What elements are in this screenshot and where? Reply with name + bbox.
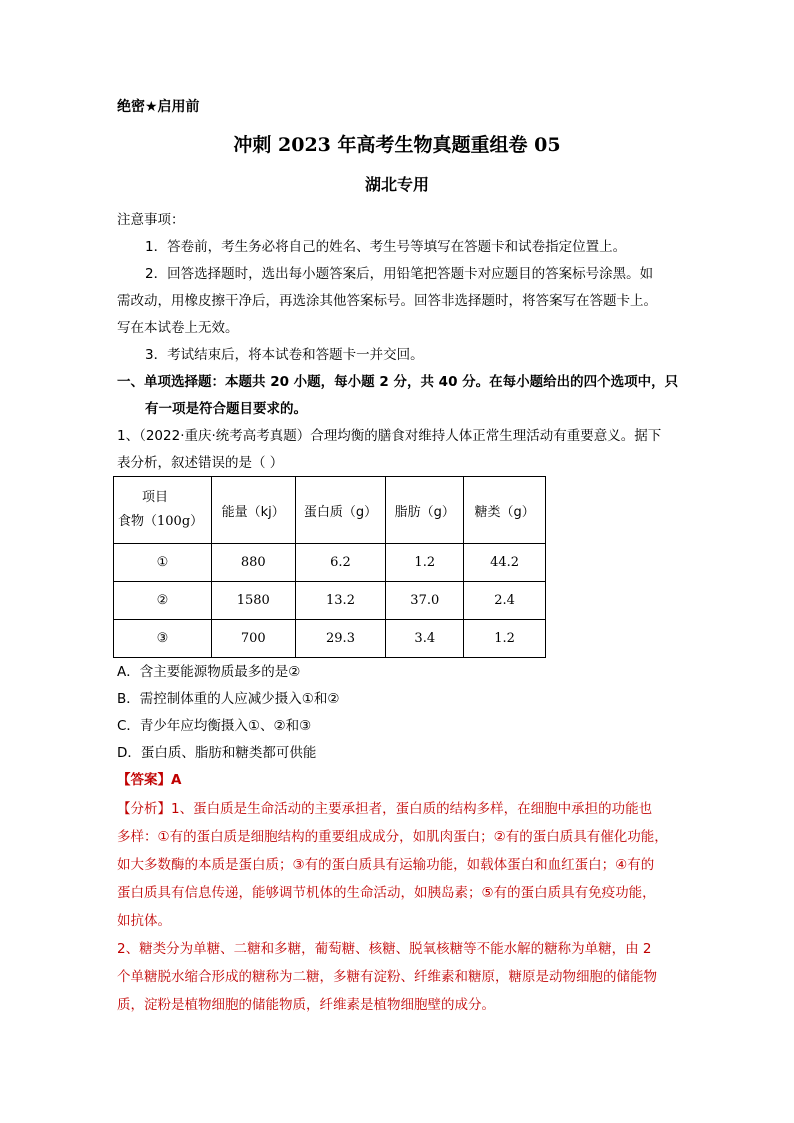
notice-item-2-line-1: 2．回答选择题时，选出每小题答案后，用铅笔把答题卡对应题目的答案标号涂黑。如 [145, 266, 654, 282]
fat-cell: 37.0 [386, 582, 464, 620]
secret-label: 绝密★启用前 [117, 99, 200, 115]
section-heading-line-1: 一、单项选择题：本题共 20 小题，每小题 2 分，共 40 分。在每小题给出的四个选项中，只 [117, 374, 679, 390]
food-cell: ① [114, 544, 212, 582]
energy-cell: 1580 [211, 582, 295, 620]
protein-cell: 6.2 [295, 544, 386, 582]
question-line-2: 表分析，叙述错误的是（ ） [117, 455, 284, 471]
food-cell: ② [114, 582, 212, 620]
analysis-p1-line-3: 如大多数酶的本质是蛋白质；③有的蛋白质具有运输功能，如载体蛋白和血红蛋白；④有的 [117, 857, 655, 873]
fat-cell: 3.4 [386, 620, 464, 658]
notice-heading: 注意事项： [117, 212, 185, 228]
protein-cell: 29.3 [295, 620, 386, 658]
sugar-cell: 1.2 [464, 620, 546, 658]
analysis-p1-line-1: 【分析】1、蛋白质是生命活动的主要承担者，蛋白质的结构多样，在细胞中承担的功能也 [117, 801, 653, 817]
analysis-p1-line-5: 如抗体。 [117, 913, 171, 929]
analysis-p2-line-2: 个单糖脱水缩合形成的糖称为二糖，多糖有淀粉、纤维素和糖原，糖原是动物细胞的储能物 [117, 969, 657, 985]
food-cell: ③ [114, 620, 212, 658]
option-d: D．蛋白质、脂肪和糖类都可供能 [117, 745, 317, 761]
protein-cell: 13.2 [295, 582, 386, 620]
column-header-protein: 蛋白质（g） [295, 477, 386, 544]
sugar-cell: 2.4 [464, 582, 546, 620]
table-header-row [114, 477, 546, 544]
analysis-p1-line-2: 多样：①有的蛋白质是细胞结构的重要组成成分，如肌肉蛋白；②有的蛋白质具有催化功能， [117, 829, 668, 845]
corner-bottom-label: 食物（100g） [118, 514, 204, 529]
column-header-energy: 能量（kj） [211, 477, 295, 544]
analysis-p1-line-4: 蛋白质具有信息传递，能够调节机体的生命活动，如胰岛素；⑤有的蛋白质具有免疫功能， [117, 885, 656, 901]
notice-item-2-line-3: 写在本试卷上无效。 [117, 320, 239, 336]
answer-label: 【答案】A [117, 772, 182, 788]
energy-cell: 700 [211, 620, 295, 658]
exam-title: 冲刺 2023 年高考生物真题重组卷 05 [233, 134, 561, 156]
fat-cell: 1.2 [386, 544, 464, 582]
option-b: B．需控制体重的人应减少摄入①和② [117, 691, 340, 707]
exam-subtitle: 湖北专用 [364, 175, 429, 194]
column-header-fat: 脂肪（g） [386, 477, 464, 544]
sugar-cell: 44.2 [464, 544, 546, 582]
notice-item-2-line-2: 需改动，用橡皮擦干净后，再选涂其他答案标号。回答非选择题时，将答案写在答题卡上。 [117, 293, 657, 309]
notice-item-1: 1．答卷前，考生务必将自己的姓名、考生号等填写在答题卡和试卷指定位置上。 [145, 239, 627, 255]
energy-cell: 880 [211, 544, 295, 582]
table-row [114, 544, 546, 582]
corner-top-label: 项目 [142, 490, 169, 505]
table-row [114, 620, 546, 658]
table-corner-cell [114, 477, 212, 544]
section-heading-line-2: 有一项是符合题目要求的。 [145, 401, 307, 417]
nutrition-table [113, 476, 546, 658]
table-row [114, 582, 546, 620]
option-a: A．含主要能源物质最多的是② [117, 664, 301, 680]
question-line-1: 1、（2022·重庆·统考高考真题）合理均衡的膳食对维持人体正常生理活动有重要意义。据下 [117, 428, 662, 444]
analysis-p2-line-1: 2、糖类分为单糖、二糖和多糖，葡萄糖、核糖、脱氧核糖等不能水解的糖称为单糖，由 2 [117, 941, 652, 957]
option-c: C．青少年应均衡摄入①、②和③ [117, 718, 312, 734]
notice-item-3: 3．考试结束后，将本试卷和答题卡一并交回。 [145, 347, 424, 363]
analysis-p2-line-3: 质，淀粉是植物细胞的储能物质，纤维素是植物细胞壁的成分。 [117, 997, 495, 1013]
column-header-sugar: 糖类（g） [464, 477, 546, 544]
